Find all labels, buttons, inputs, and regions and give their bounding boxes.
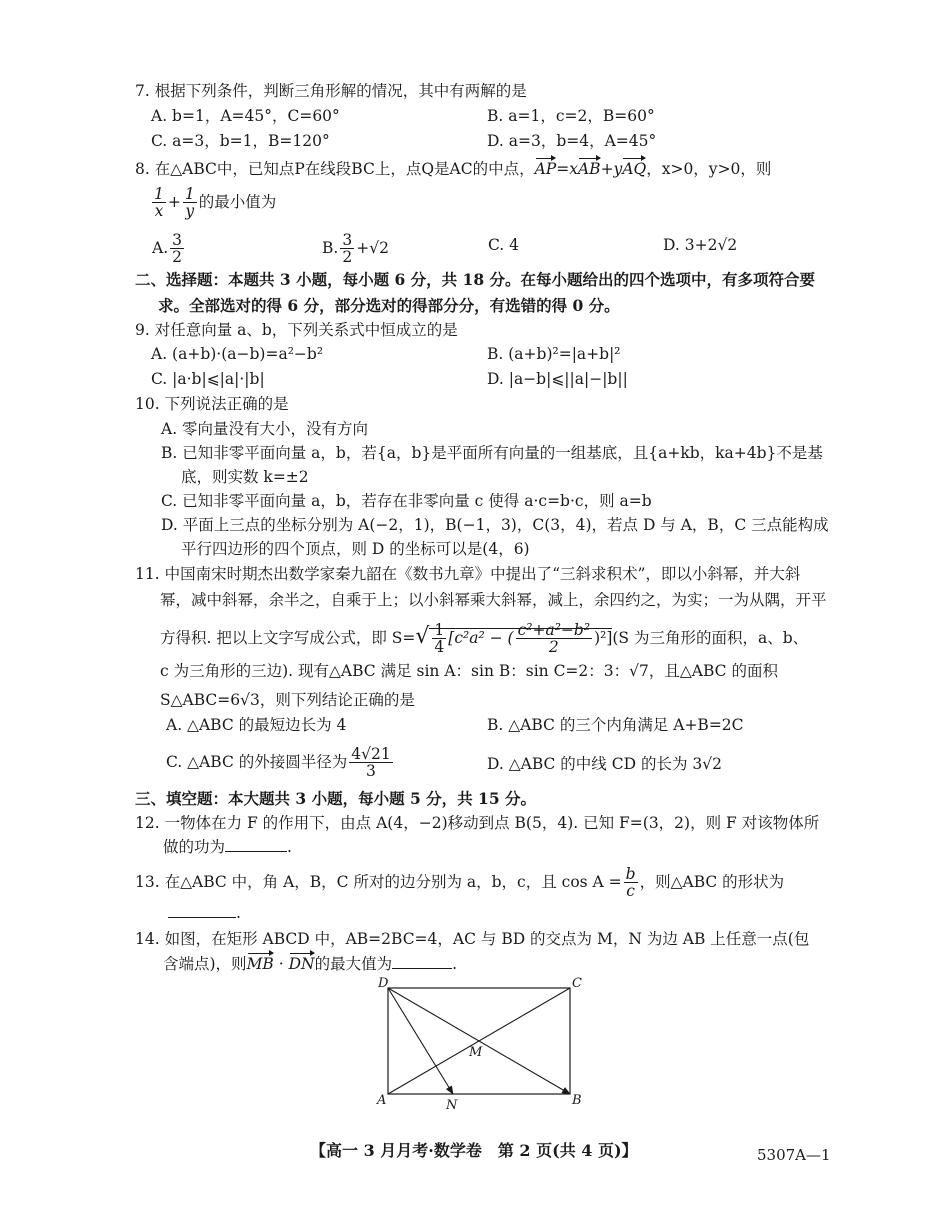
q9-stem: 9. 对任意向量 a、b，下列关系式中恒成立的是 (135, 321, 458, 339)
q8-stem-text: 8. 在△ABC中，已知点P在线段BC上，点Q是AC的中点， (135, 160, 535, 178)
q7-option-a: A. b=1，A=45°，C=60° (151, 107, 340, 125)
q7-option-d: D. a=3，b=4，A=45° (487, 132, 657, 150)
q9-option-b: B. (a+b)²=|a+b|² (487, 345, 621, 363)
q8-option-d: D. 3+2√2 (663, 236, 738, 254)
q9-option-d: D. |a−b|⩽||a|−|b|| (487, 370, 628, 388)
label-b: B (572, 1093, 582, 1108)
q8-stem-cond: ，x>0，y>0，则 (646, 160, 772, 178)
q11-line3: 方得积. 把以上文字写成公式，即 S=√ $\frac{1}{4}$ [c²a² − ( $\frac{\text{c²+a²−b²}}{2}$ )²](S 为三角形的面积，a、b、 (160, 621, 809, 657)
label-d: D (378, 976, 389, 991)
fraction-3-over-2: $\frac{3}{2}$ (172, 231, 182, 267)
q12-answer-blank[interactable] (225, 850, 287, 852)
q11-line2: 幂，减中斜幂，余半之，自乘于上；以小斜幂乘大斜幂，减上，余四约之，为实；一为从隅，开平 (160, 591, 827, 609)
q8-option-a: A. $\frac{3}{2}$ (152, 231, 182, 267)
q7-option-c: C. a=3，b=1，B=120° (151, 132, 330, 150)
q11-line4: c 为三角形的三边). 现有△ABC 满足 sin A：sin B：sin C=2：3：√7，且△ABC 的面积 (160, 662, 778, 680)
q8-stem (135, 162, 771, 178)
q9-option-c: C. |a·b|⩽|a|·|b| (151, 370, 265, 388)
q8-option-b: B. $\frac{3}{2}$ +√2 (322, 231, 389, 267)
label-c: C (572, 976, 582, 991)
rectangle-figure (372, 976, 594, 1114)
label-m: M (469, 1045, 483, 1060)
q10-option-b-line1: B. 已知非零平面向量 a，b，若{a，b}是平面所有向量的一组基底，且{a+kb，ka+4b}不是基 (161, 444, 823, 462)
q13-line1: 13. 在△ABC 中，角 A，B，C 所对的边分别为 a，b，c，且 cos A = $\frac{b}{c}$ ，则△ABC 的形状为 (135, 865, 785, 901)
fraction-1-over-y: $\frac{1}{y}$ (184, 185, 195, 221)
q10-option-d-line1: D. 平面上三点的坐标分别为 A(−2，1)，B(−1，3)，C(3，4)，若点 D 与 A，B，C 三点能构成 (161, 516, 829, 534)
q10-stem: 10. 下列说法正确的是 (135, 395, 289, 413)
q8-eq: =x (556, 160, 578, 178)
q7-option-b: B. a=1，c=2，B=60° (487, 107, 655, 125)
q14-line1: 14. 如图，在矩形 ABCD 中，AB=2BC=4，AC 与 BD 的交点为 M，N 为边 AB 上任意一点(包 (135, 930, 810, 948)
exam-code: 5307A—1 (757, 1146, 831, 1164)
q13-answer-blank[interactable] (168, 916, 236, 918)
label-n: N (446, 1098, 458, 1113)
q12-line1: 12. 一物体在力 F 的作用下，由点 A(4，−2)移动到点 B(5，4). 已知 F=(3，2)，则 F 对该物体所 (135, 814, 820, 832)
vector-ap: AP (534, 160, 557, 178)
q14-answer-blank[interactable] (392, 967, 452, 969)
q8-plus: +y (600, 160, 623, 178)
vector-mb: MB (246, 955, 274, 973)
q10-option-a: A. 零向量没有大小，没有方向 (161, 420, 369, 438)
section3-heading: 三、填空题：本大题共 3 小题，每小题 5 分，共 15 分。 (135, 789, 537, 808)
fraction-b-over-c: $\frac{b}{c}$ (625, 865, 636, 901)
page-footer: 【高一 3 月月考·数学卷 第 2 页(共 4 页)】 (310, 1141, 638, 1160)
section2-heading-line2: 求。全部选对的得 6 分，部分选对的得部分分，有选错的得 0 分。 (158, 296, 620, 315)
q9-option-a: A. (a+b)·(a−b)=a²−b² (151, 345, 324, 363)
q8-stem-end: 的最小值为 (198, 192, 277, 211)
label-a: A (377, 1093, 387, 1108)
q11-option-d: D. △ABC 的中线 CD 的长为 3√2 (487, 755, 722, 773)
q10-option-b-line2: 底，则实数 k=±2 (181, 468, 309, 486)
q10-option-c: C. 已知非零平面向量 a，b，若存在非零向量 c 使得 a·c=b·c，则 a=b (161, 492, 652, 510)
vector-ab: AB (577, 160, 601, 178)
q14-line2: 含端点)，则MB · DN的最大值为 . (163, 955, 458, 973)
q12-line2: 做的功为 . (163, 838, 292, 856)
q11-option-a: A. △ABC 的最短边长为 4 (166, 716, 347, 734)
q8-option-c: C. 4 (488, 236, 520, 254)
fraction-1-over-x: $\frac{1}{x}$ (154, 185, 164, 221)
vector-dn-arrow (388, 988, 453, 1094)
q11-option-c: C. △ABC 的外接圆半径为 $\frac{4√21}{3}$ (166, 745, 391, 781)
q10-option-d-line2: 平行四边形的四个顶点，则 D 的坐标可以是(4，6) (181, 540, 530, 558)
q11-option-b: B. △ABC 的三个内角满足 A+B=2C (487, 716, 744, 734)
fraction-circumradius: $\frac{4√21}{3}$ (351, 745, 391, 781)
qin-formula: $\frac{1}{4}$ [c²a² − ( $\frac{\text{c²+a²−b²}}{2}$ )²] (429, 628, 612, 647)
q8-expression (150, 186, 276, 220)
vector-aq: AQ (622, 160, 647, 178)
section2-heading-line1: 二、选择题：本题共 3 小题，每小题 6 分，共 18 分。在每小题给出的四个选项中，有多项符合要 (135, 270, 816, 289)
q11-line1: 11. 中国南宋时期杰出数学家秦九韶在《数书九章》中提出了“三斜求积术”，即以小斜幂，并大斜 (135, 565, 801, 583)
q11-line5: S△ABC=6√3，则下列结论正确的是 (160, 691, 415, 709)
sqrt-sign: √ (415, 623, 430, 649)
q7-stem: 7. 根据下列条件，判断三角形解的情况，其中有两解的是 (135, 82, 527, 100)
q8-expr-plus: + (167, 192, 181, 211)
fraction-3-over-2: $\frac{3}{2}$ (342, 231, 353, 267)
vector-dn: DN (288, 955, 315, 973)
q13-line2: . (168, 906, 241, 922)
